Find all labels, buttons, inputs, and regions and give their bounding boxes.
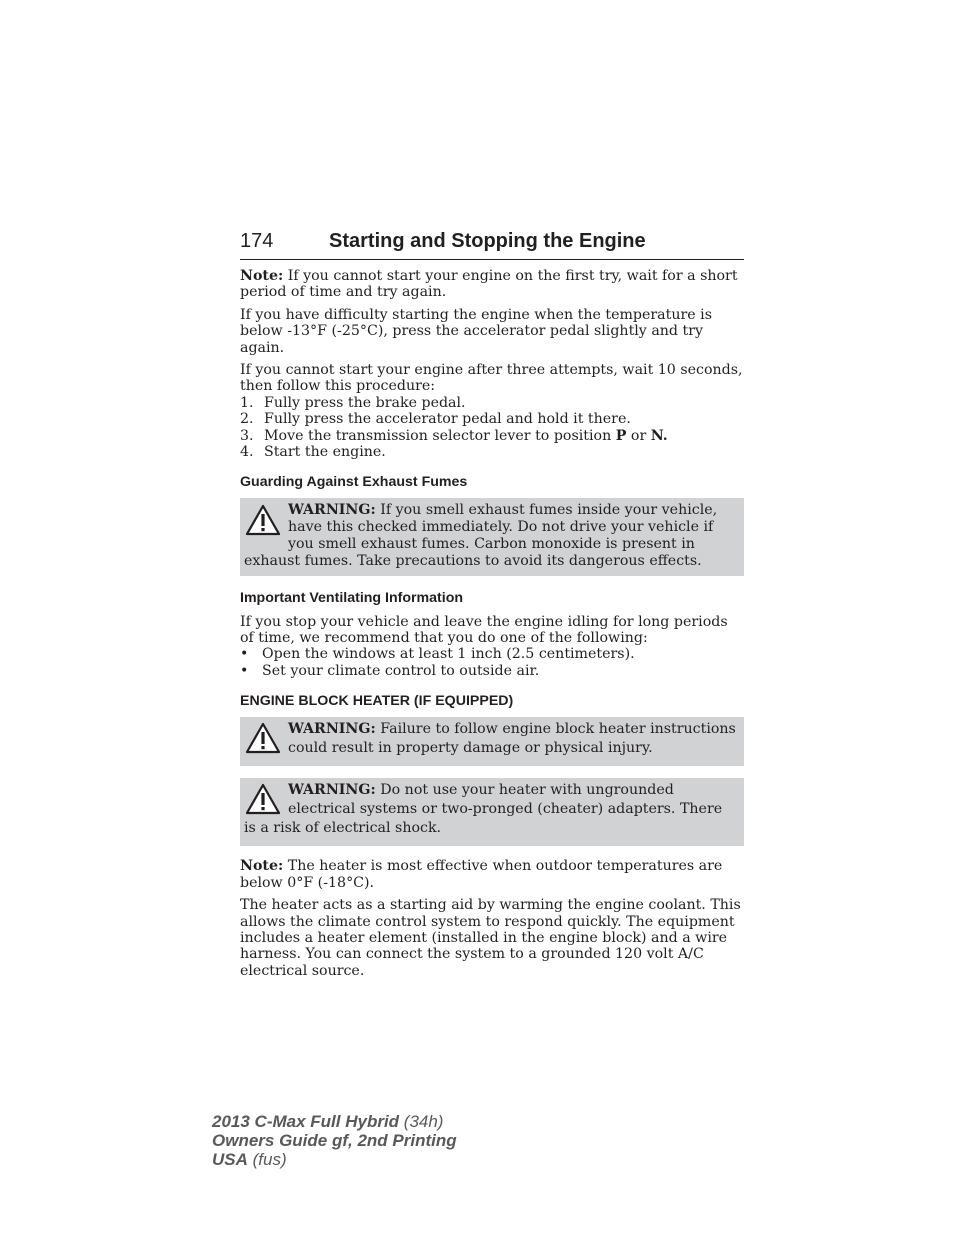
warning-box-exhaust bbox=[240, 498, 744, 575]
heading-ventilating: Important Ventilating Information bbox=[240, 589, 464, 606]
warning-text: If you smell exhaust fumes inside your vehicle, have this checked immediately. Do not drive your vehicle if you smell exhaust fumes. Carbon monoxide is present in exhaust fumes. Take precautions to avoid its dangerous effects. bbox=[244, 502, 718, 569]
footer-model-code: (34h) bbox=[399, 1112, 444, 1131]
footer-line-model bbox=[212, 1112, 457, 1131]
warning-triangle-icon bbox=[245, 504, 281, 536]
step-text: Move the transmission selector lever to position bbox=[264, 427, 616, 444]
heading-exhaust-fumes: Guarding Against Exhaust Fumes bbox=[240, 474, 468, 491]
footer-line-guide bbox=[212, 1131, 457, 1150]
warning-label: WARNING: bbox=[288, 502, 376, 519]
note-text: If you cannot start your engine on the first try, wait for a short period of time and try again. bbox=[240, 268, 738, 301]
footer-market: USA bbox=[212, 1150, 248, 1169]
warning-text: Do not use your heater with ungrounded electrical systems or two-pronged (cheater) adapters. There is a risk of electrical shock. bbox=[244, 782, 723, 837]
note-text: The heater is most effective when outdoor temperatures are below 0°F (-18°C). bbox=[240, 858, 723, 891]
procedure-steps bbox=[240, 395, 744, 461]
footer-guide: Owners Guide gf, 2nd Printing bbox=[212, 1131, 457, 1150]
document-footer bbox=[212, 1112, 457, 1169]
heading-block-heater: ENGINE BLOCK HEATER (IF EQUIPPED) bbox=[240, 693, 514, 710]
paragraph-cold-start: If you have difficulty starting the engine when the temperature is below -13°F (-25°C), press the accelerator pedal slightly and try again. bbox=[240, 306, 712, 356]
footer-market-code: (fus) bbox=[247, 1150, 287, 1169]
list-item bbox=[240, 395, 744, 411]
note-label: Note: bbox=[240, 268, 284, 284]
bullet-text: Set your climate control to outside air. bbox=[262, 662, 540, 679]
list-item bbox=[240, 428, 744, 444]
warning-triangle-icon bbox=[245, 722, 281, 754]
list-item: • Open the windows at least 1 inch (2.5 centimeters). bbox=[240, 646, 635, 663]
warning-label: WARNING: bbox=[288, 721, 376, 738]
list-item: • Set your climate control to outside air. bbox=[240, 662, 540, 679]
page-content bbox=[240, 268, 744, 985]
position-n: N. bbox=[650, 427, 668, 444]
ventilating-bullets bbox=[240, 646, 744, 679]
warning-text: Failure to follow engine block heater instructions could result in property damage or physical injury. bbox=[288, 721, 736, 757]
list-item bbox=[240, 411, 744, 427]
page-header bbox=[240, 228, 744, 260]
step-text: Start the engine. bbox=[264, 444, 386, 461]
step-number: 1. bbox=[240, 394, 254, 411]
step-number: 2. bbox=[240, 411, 254, 428]
step-text: Fully press the accelerator pedal and hold it there. bbox=[264, 411, 631, 428]
paragraph-attempts: If you cannot start your engine after three attempts, wait 10 seconds, then follow this procedure: bbox=[240, 362, 743, 395]
page-title: Starting and Stopping the Engine bbox=[329, 230, 646, 252]
paragraph-ventilating: If you stop your vehicle and leave the engine idling for long periods of time, we recommend that you do one of the following: bbox=[240, 613, 728, 647]
step-or: or bbox=[626, 427, 651, 444]
position-p: P bbox=[615, 427, 627, 444]
note-first-try bbox=[240, 268, 744, 301]
step-number: 4. bbox=[240, 444, 254, 461]
footer-line-market bbox=[212, 1150, 457, 1169]
note-label: Note: bbox=[240, 858, 284, 875]
bullet-text: Open the windows at least 1 inch (2.5 centimeters). bbox=[262, 646, 635, 663]
footer-model: 2013 C-Max Full Hybrid bbox=[212, 1112, 400, 1131]
warning-label: WARNING: bbox=[288, 782, 376, 799]
warning-triangle-icon bbox=[245, 783, 281, 815]
list-item bbox=[240, 444, 744, 460]
note-heater bbox=[240, 858, 744, 891]
step-number: 3. bbox=[240, 427, 254, 444]
page-number: 174 bbox=[240, 230, 274, 252]
warning-box-heater-instructions bbox=[240, 717, 744, 766]
paragraph-heater: The heater acts as a starting aid by warming the engine coolant. This allows the climate control system to respond quickly. The equipment includes a heater element (installed in the engine block) and a wire harness. You can connect the system to a grounded 120 volt A/C electrical source. bbox=[240, 897, 741, 979]
step-text: Fully press the brake pedal. bbox=[264, 394, 466, 411]
warning-box-ungrounded bbox=[240, 778, 744, 846]
